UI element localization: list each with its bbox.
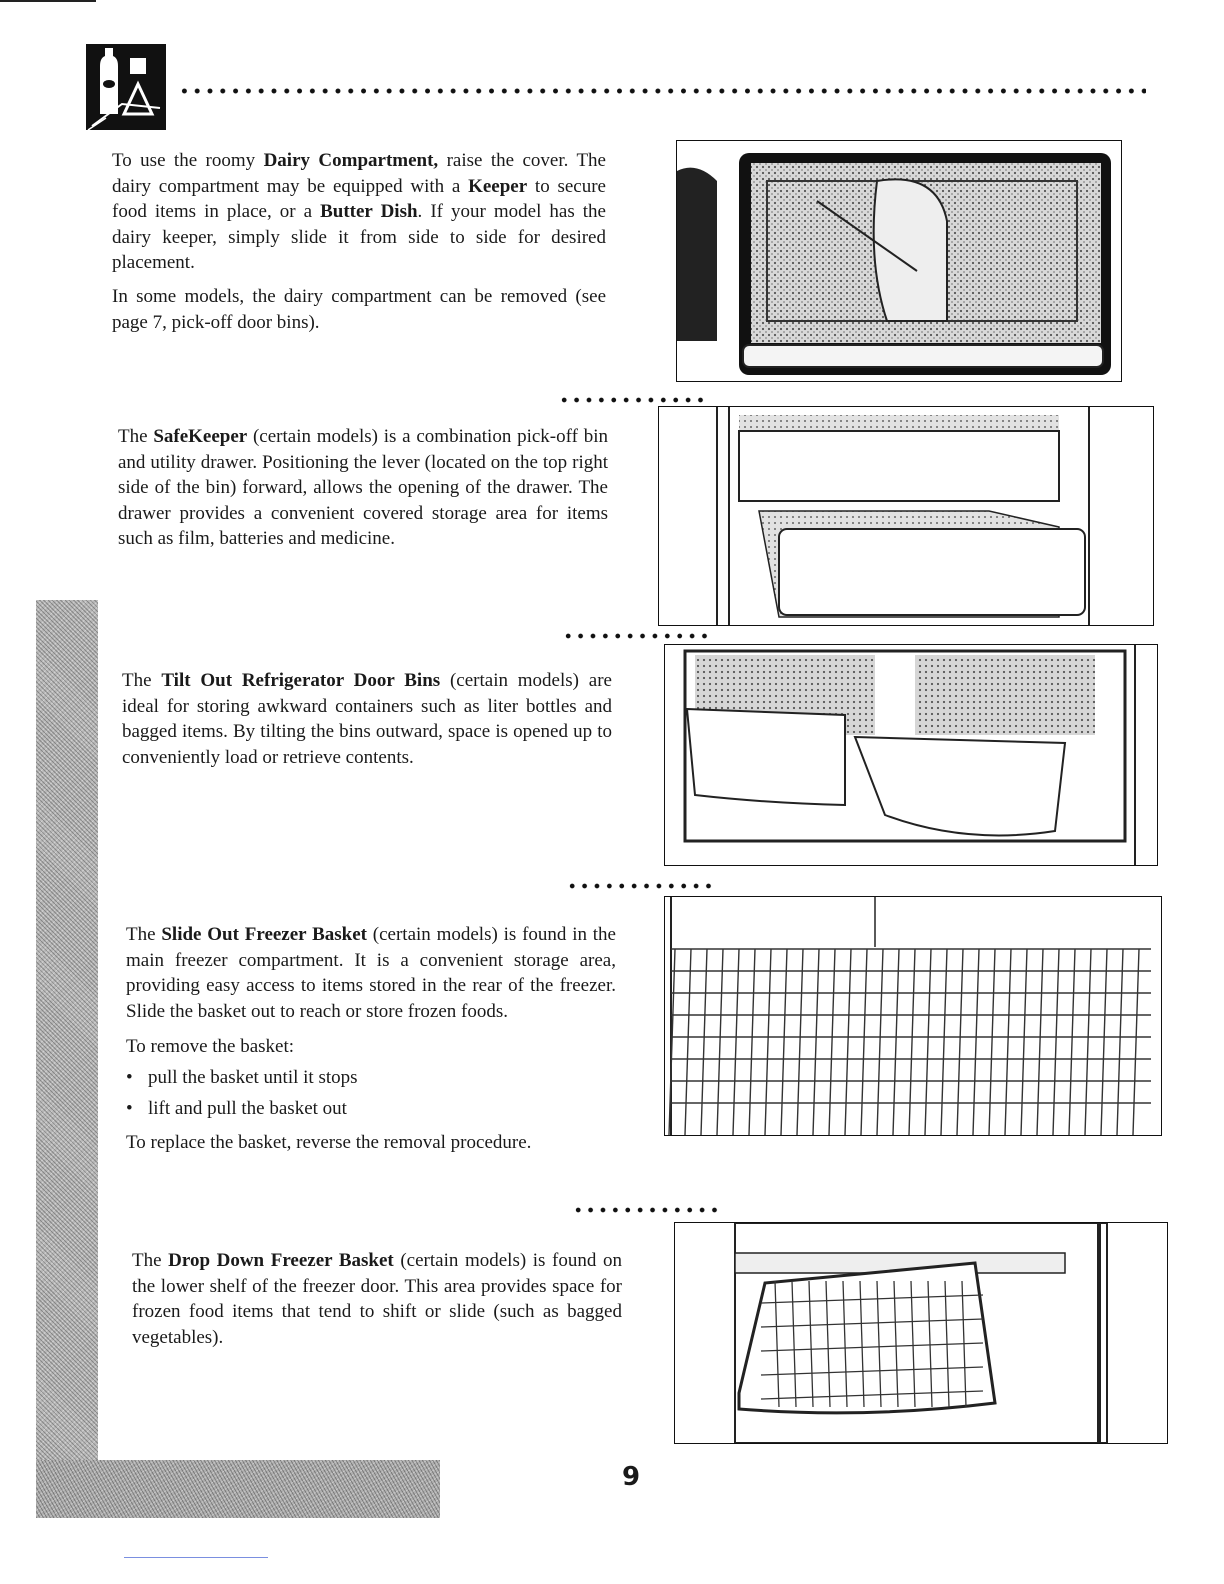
section-tilt-out (122, 668, 612, 770)
slide-out-paragraph: The Slide Out Freezer Basket (certain models) is found in the main freezer compartment. It is a convenient storage area, providing easy access to items stored in the rear of the freezer. Slide the basket out to reach or store frozen foods. (126, 924, 616, 1022)
section-drop-down (132, 1248, 622, 1350)
remove-steps-list (126, 1062, 616, 1124)
replace-basket-text: To replace the basket, reverse the removal procedure. (126, 1131, 532, 1153)
list-item: • pull the basket until it stops (126, 1062, 616, 1093)
section-separator-dots (558, 394, 706, 406)
dairy-paragraph-2: In some models, the dairy compartment can be removed (see page 7, pick-off door bins). (112, 285, 606, 333)
list-item: • lift and pull the basket out (126, 1093, 616, 1124)
drop-down-basket-illustration (674, 1222, 1168, 1444)
header-dotted-rule (178, 78, 1146, 108)
decorative-side-bar (36, 600, 98, 1518)
dairy-paragraph-1: To use the roomy Dairy Compartment, raise the cover. The dairy compartment may be equipped with a Keeper to secure food items in place, or a Butter Dish. If your model has the dairy keeper, simply slide it from side to side for desired placement. (112, 150, 606, 274)
section-dairy (112, 148, 606, 335)
section-safekeeper (118, 424, 608, 552)
page-number: 9 (622, 1462, 641, 1492)
wire-basket-drawing (665, 897, 1161, 1135)
slide-out-basket-illustration (664, 896, 1162, 1136)
scan-edge-mark (0, 0, 96, 2)
safekeeper-paragraph: The SafeKeeper (certain models) is a combination pick-off bin and utility drawer. Positioning the lever (located on the top right side of the bin) forward, allows the opening of the drawer. The drawer provides a convenient covered storage area for items such as film, batteries and medicine. (118, 426, 608, 550)
section-separator-dots (562, 630, 710, 642)
tilt-out-paragraph: The Tilt Out Refrigerator Door Bins (certain models) are ideal for storing awkward containers such as liter bottles and bagged items. By tilting the bins outward, space is opened up to conveniently load or retrieve contents. (122, 670, 612, 768)
tilt-out-bins-illustration (664, 644, 1158, 866)
dairy-compartment-illustration (676, 140, 1122, 382)
section-separator-dots (572, 1204, 720, 1216)
drop-down-paragraph: The Drop Down Freezer Basket (certain models) is found on the lower shelf of the freezer door. This area provides space for frozen food items that tend to shift or slide (such as bagged vegetables). (132, 1250, 622, 1348)
safekeeper-illustration (658, 406, 1154, 626)
refrigerator-bottle-icon (86, 44, 166, 130)
decorative-bottom-bar (36, 1460, 440, 1518)
scan-footer-line (124, 1557, 268, 1558)
section-slide-out (126, 922, 616, 1156)
section-separator-dots (566, 880, 714, 892)
remove-basket-intro: To remove the basket: (126, 1036, 295, 1058)
